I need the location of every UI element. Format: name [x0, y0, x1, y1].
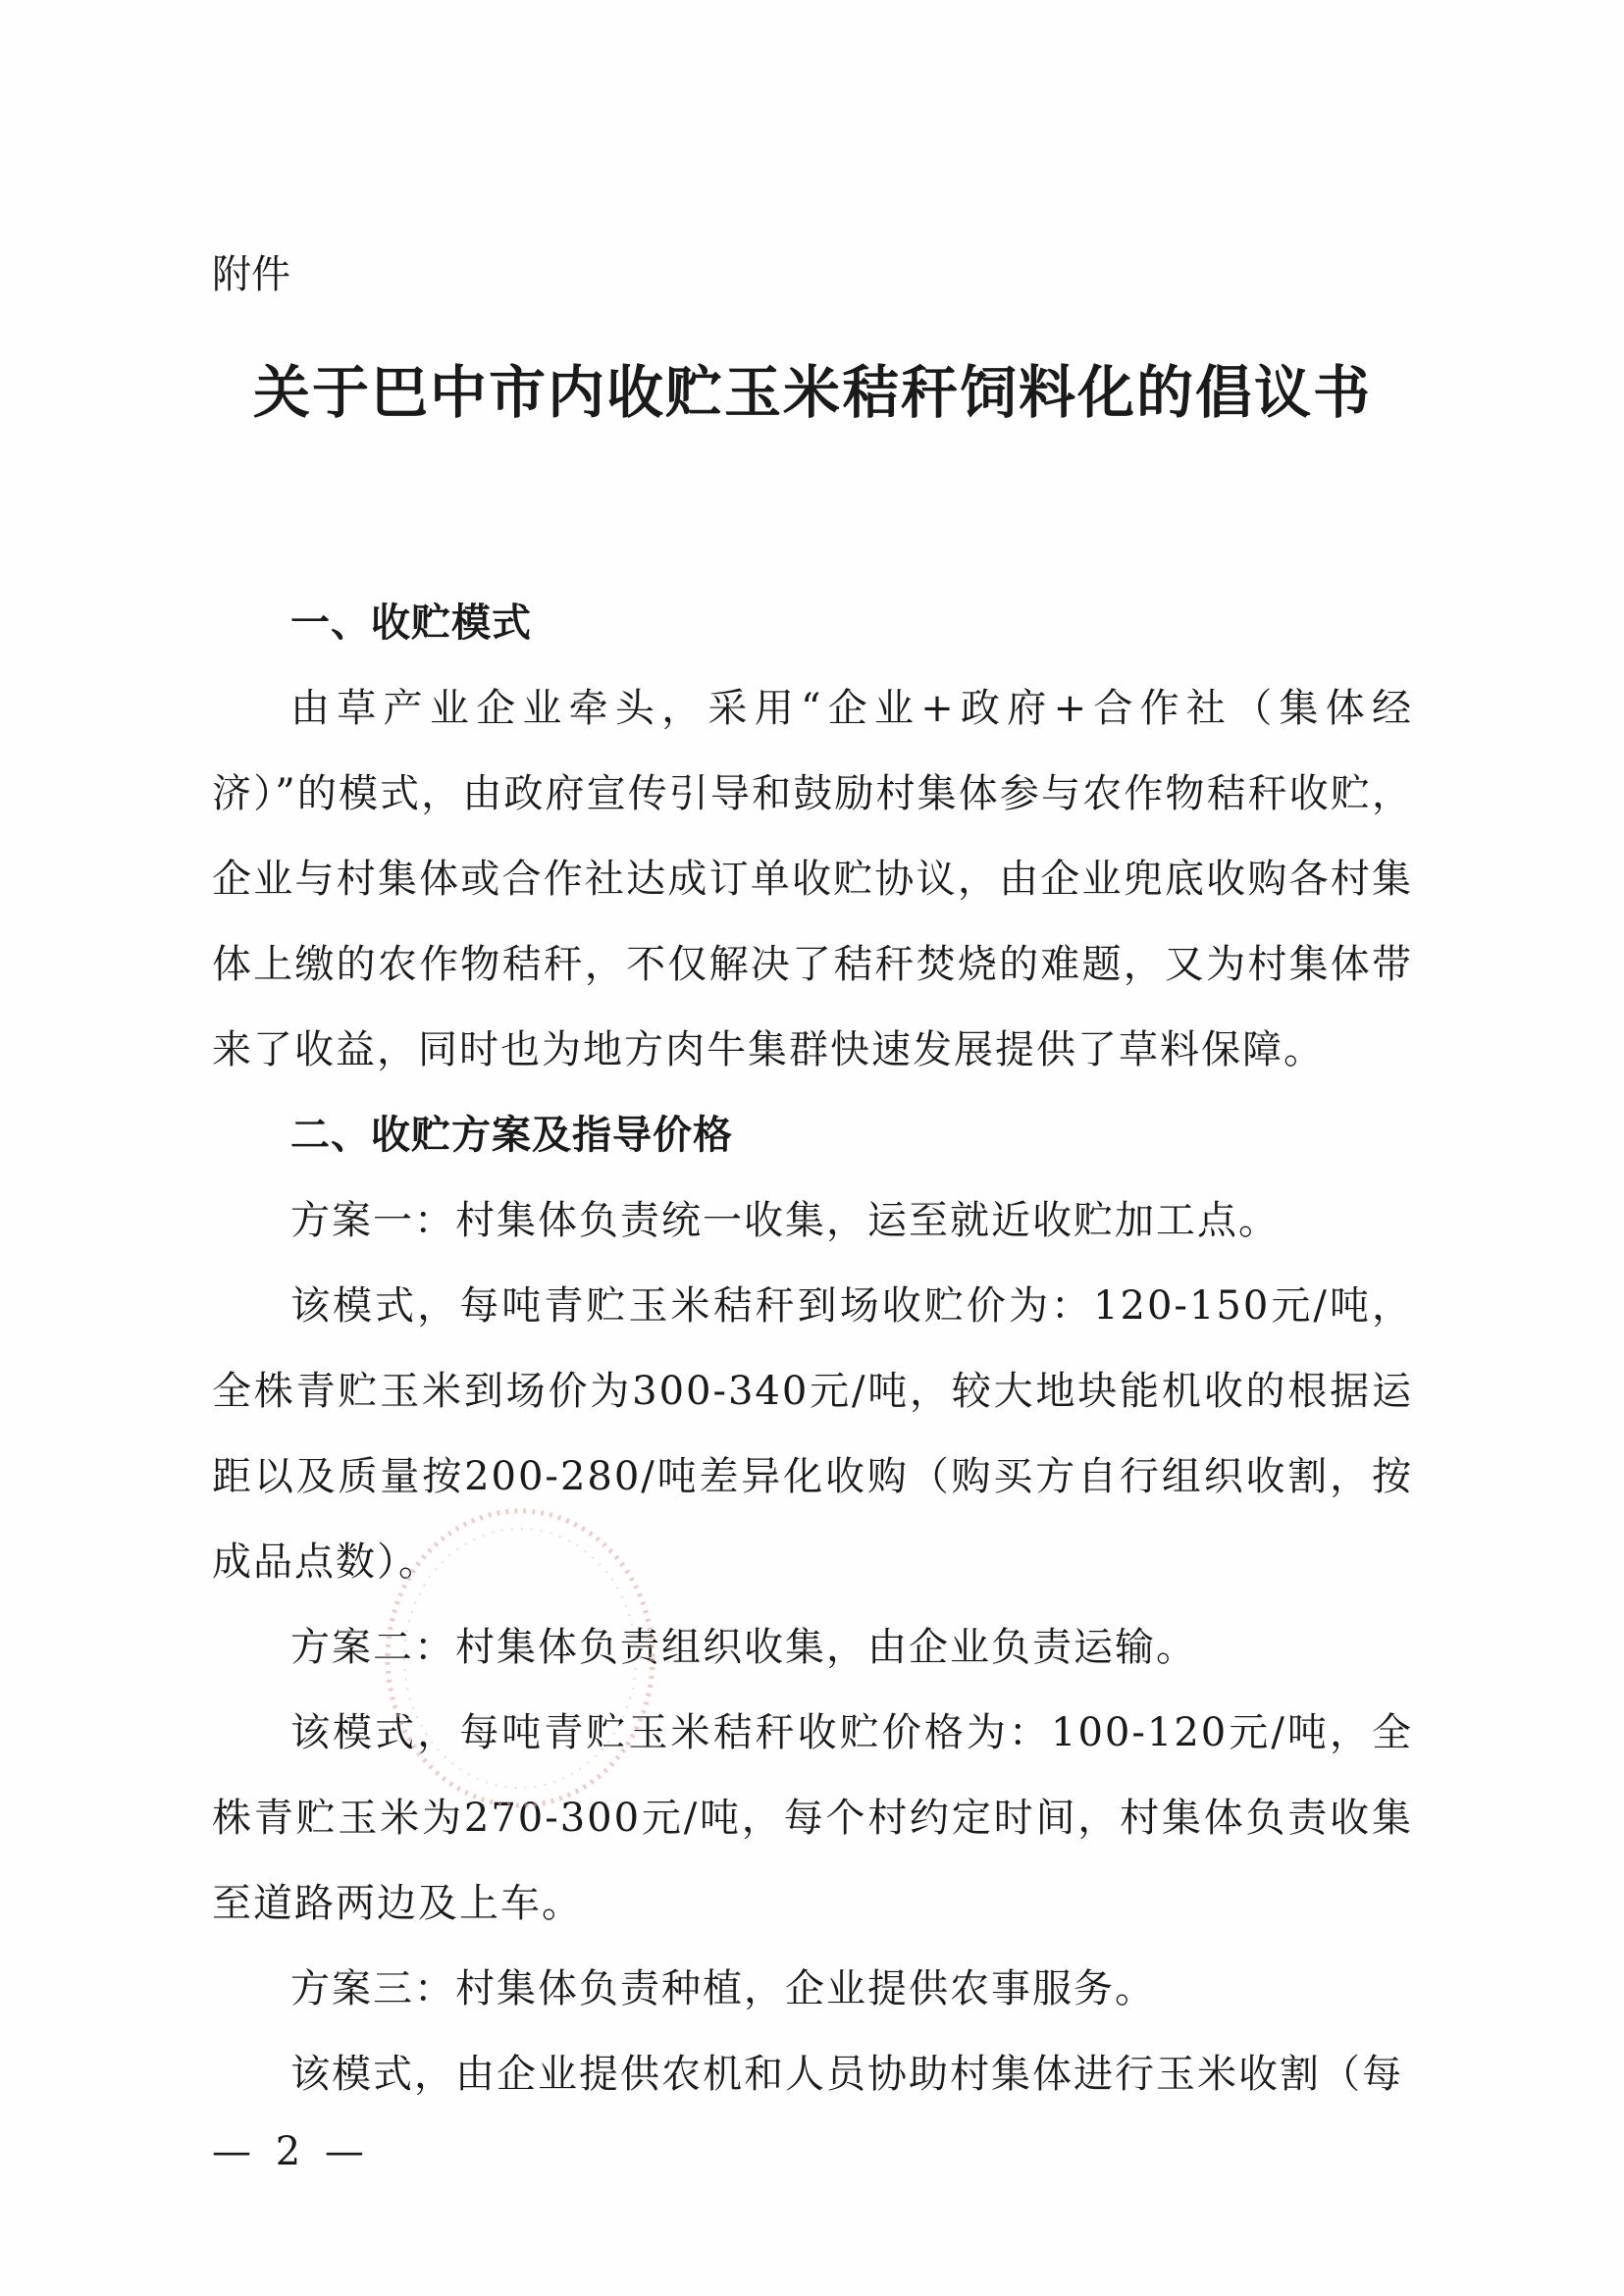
- paragraph-plan-2: 方案二：村集体负责组织收集，由企业负责运输。: [290, 1625, 1197, 1670]
- paragraph-plan-3: 方案三：村集体负责种植，企业提供农事服务。: [290, 1966, 1156, 2011]
- section-heading-1: 一、收贮模式: [290, 600, 532, 646]
- page-number: — 2 —: [212, 2129, 370, 2174]
- attachment-label: 附件: [212, 252, 290, 297]
- paragraph-plan-1-detail: 该模式，每吨青贮玉米秸秆到场收贮价为：120-150元/吨，全株青贮玉米到场价为300-340元/吨，较大地块能机收的根据运距以及质量按200-280/吨差异化收购（购买方自行组织收割，按成品点数）。: [212, 1283, 1413, 1585]
- paragraph-plan-2-detail: 该模式，每吨青贮玉米秸秆收贮价格为：100-120元/吨，全株青贮玉米为270-300元/吨，每个村约定时间，村集体负责收集至道路两边及上车。: [212, 1710, 1413, 1926]
- paragraph-plan-1: 方案一：村集体负责统一收集，运至就近收贮加工点。: [290, 1198, 1280, 1243]
- paragraph-plan-3-detail: 该模式，由企业提供农机和人员协助村集体进行玉米收割（每: [290, 2052, 1403, 2097]
- document-title: 关于巴中市内收贮玉米秸秆饲料化的倡议书: [252, 359, 1372, 426]
- paragraph-collection-model: 由草产业企业牵头，采用“企业+政府+合作社（集体经济）”的模式，由政府宣传引导和鼓励村集体参与农作物秸秆收贮，企业与村集体或合作社达成订单收贮协议，由企业兜底收购各村集体上缴的农作物秸秆，不仅解决了秸秆焚烧的难题，又为村集体带来了收益，同时也为地方肉牛集群快速发展提供了草料保障。: [212, 686, 1413, 1072]
- document-body: [212, 581, 1413, 2117]
- section-heading-2: 二、收贮方案及指导价格: [290, 1113, 733, 1158]
